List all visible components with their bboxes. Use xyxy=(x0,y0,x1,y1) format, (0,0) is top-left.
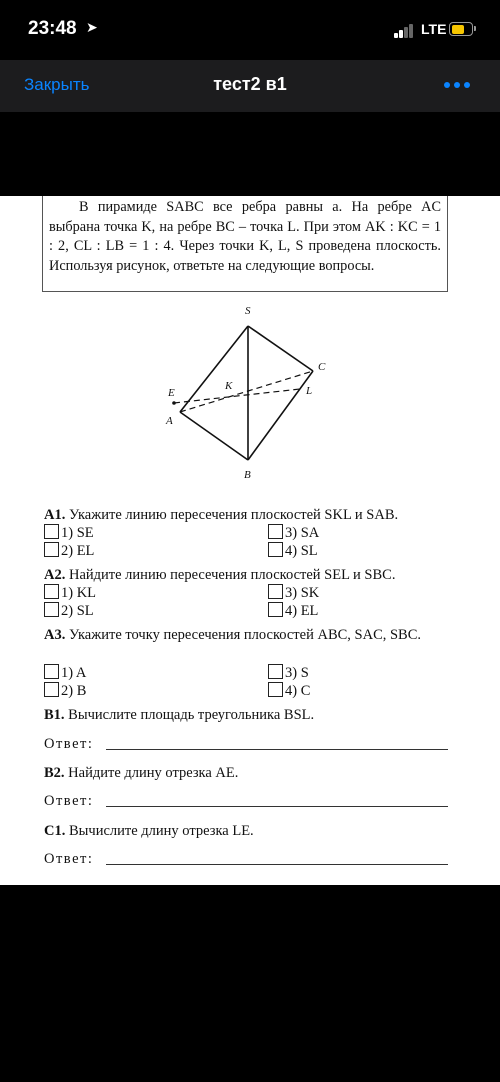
location-arrow-icon: ➤ xyxy=(86,19,98,35)
question-text: Найдите линию пересечения плоскостей SEL и SBC. xyxy=(68,567,396,583)
label-e: E xyxy=(168,387,175,399)
question-a1 xyxy=(44,506,450,524)
answer-field-b1[interactable] xyxy=(106,749,448,750)
answer-field-b2[interactable] xyxy=(106,806,448,807)
question-number: А1. xyxy=(44,507,66,523)
more-options-icon[interactable] xyxy=(444,82,470,90)
checkbox[interactable] xyxy=(44,584,59,599)
signal-icon xyxy=(394,24,418,38)
checkbox[interactable] xyxy=(44,682,59,697)
clock: 23:48 xyxy=(28,18,77,39)
checkbox[interactable] xyxy=(268,584,283,599)
label-s: S xyxy=(245,305,251,317)
network-type: LTE xyxy=(421,21,447,37)
option-a1-3[interactable]: 3) SA xyxy=(268,524,319,542)
checkbox[interactable] xyxy=(44,664,59,679)
status-bar xyxy=(0,0,500,60)
answer-label-b1: Ответ: xyxy=(44,736,94,752)
checkbox[interactable] xyxy=(44,542,59,557)
checkbox[interactable] xyxy=(44,524,59,539)
answer-label-b2: Ответ: xyxy=(44,793,94,809)
problem-box xyxy=(42,196,448,292)
checkbox[interactable] xyxy=(268,602,283,617)
document-page xyxy=(0,196,500,885)
question-number: С1. xyxy=(44,823,66,839)
nav-bar xyxy=(0,60,500,112)
option-a2-1[interactable]: 1) KL xyxy=(44,584,96,602)
edge-ac-hidden xyxy=(180,371,313,412)
label-l: L xyxy=(306,385,313,397)
question-c1 xyxy=(44,822,450,840)
option-a1-1[interactable]: 1) SE xyxy=(44,524,94,542)
question-b2 xyxy=(44,764,450,782)
page-title: тест2 в1 xyxy=(213,74,287,94)
edge-sc xyxy=(248,326,313,371)
option-a2-2[interactable]: 2) SL xyxy=(44,602,94,620)
edge-bc xyxy=(248,371,313,460)
battery-icon xyxy=(449,22,473,36)
question-a3 xyxy=(44,626,444,644)
checkbox[interactable] xyxy=(44,602,59,617)
label-k: K xyxy=(225,380,233,392)
checkbox[interactable] xyxy=(268,682,283,697)
option-a1-4[interactable]: 4) SL xyxy=(268,542,318,560)
question-text: Вычислите площадь треугольника BSL. xyxy=(68,707,315,723)
question-number: В2. xyxy=(44,765,65,781)
problem-text: В пирамиде SABC все ребра равны a. На ребре AC выбрана точка K, на ребре BC – точка L. При этом AK : KC = 1 : 2, CL : LB = 1 : 4. Через точки K, L, S проведена плоскость. Используя рисунок, ответьте на следующие вопросы. xyxy=(49,199,441,274)
answer-field-c1[interactable] xyxy=(106,864,448,865)
question-text: Вычислите длину отрезка LE. xyxy=(68,823,254,839)
question-b1 xyxy=(44,706,450,724)
battery-cap xyxy=(474,26,476,31)
label-c: C xyxy=(318,361,326,373)
option-a3-2[interactable]: 2) B xyxy=(44,682,86,700)
edge-ab xyxy=(180,412,248,460)
question-number: А3. xyxy=(44,627,66,643)
point-e xyxy=(172,401,176,405)
question-text: Найдите длину отрезка AE. xyxy=(68,765,239,781)
question-a2 xyxy=(44,566,450,584)
question-text: Укажите линию пересечения плоскостей SKL и SAB. xyxy=(68,507,399,523)
checkbox[interactable] xyxy=(268,542,283,557)
question-number: В1. xyxy=(44,707,65,723)
answer-label-c1: Ответ: xyxy=(44,851,94,867)
option-a2-3[interactable]: 3) SK xyxy=(268,584,319,602)
label-b: B xyxy=(244,469,251,481)
option-a3-1[interactable]: 1) A xyxy=(44,664,86,682)
question-number: А2. xyxy=(44,567,66,583)
question-text: Укажите точку пересечения плоскостей ABC, SAC, SBC. xyxy=(68,627,422,643)
option-a2-4[interactable]: 4) EL xyxy=(268,602,318,620)
label-a: A xyxy=(166,415,173,427)
option-a3-3[interactable]: 3) S xyxy=(268,664,309,682)
option-a1-2[interactable]: 2) EL xyxy=(44,542,94,560)
option-a3-4[interactable]: 4) C xyxy=(268,682,310,700)
pyramid-figure xyxy=(160,300,340,490)
checkbox[interactable] xyxy=(268,664,283,679)
checkbox[interactable] xyxy=(268,524,283,539)
close-button[interactable]: Закрыть xyxy=(24,75,90,94)
